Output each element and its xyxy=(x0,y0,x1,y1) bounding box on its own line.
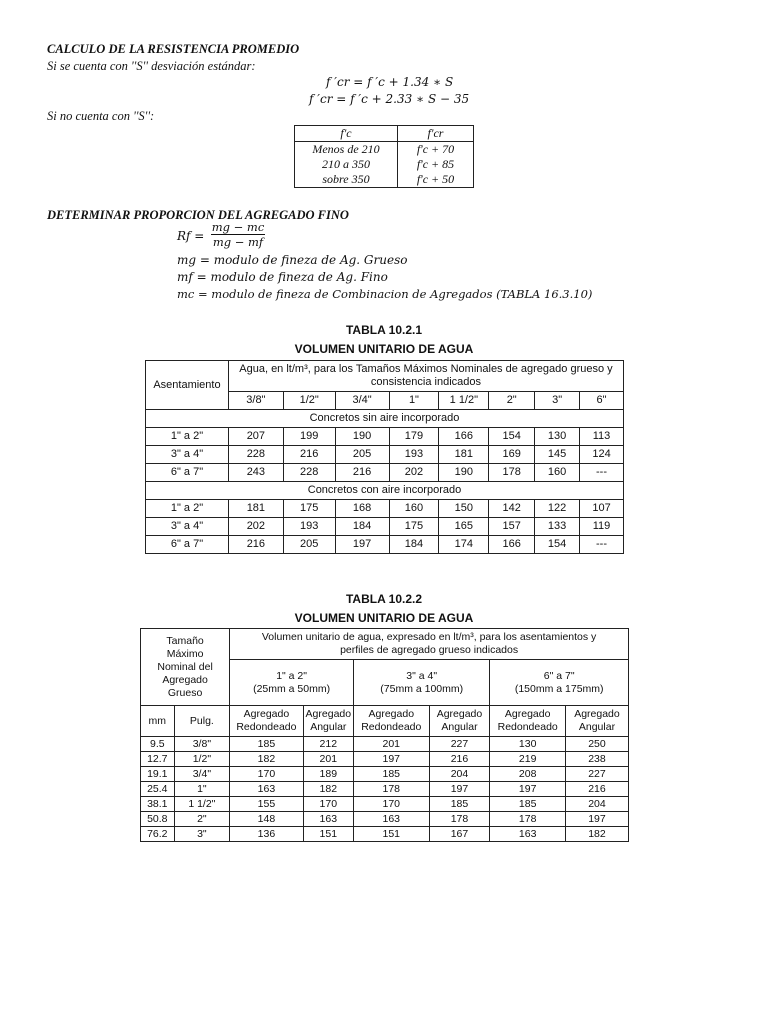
size-header-line: Nominal del xyxy=(157,660,213,673)
cell: 182 xyxy=(230,752,303,767)
rf-numerator: mg − mc xyxy=(211,220,265,234)
table-10-2-2 xyxy=(140,628,629,842)
cell: 19.1 xyxy=(141,767,175,782)
size-header: 3/8" xyxy=(228,392,283,410)
cell: 205 xyxy=(335,446,389,464)
cell: 3" a 4" xyxy=(146,518,229,536)
cell: 124 xyxy=(580,446,624,464)
table1-caption-number: TABLA 10.2.1 xyxy=(345,323,423,337)
cell: 189 xyxy=(303,767,353,782)
cell: --- xyxy=(580,464,624,482)
group-header-line: perfiles de agregado grueso indicados xyxy=(340,644,519,657)
cell: 243 xyxy=(228,464,283,482)
section2-title: DETERMINAR PROPORCION DEL AGREGADO FINO xyxy=(47,208,349,222)
cell: 151 xyxy=(303,827,353,842)
slump-header xyxy=(490,660,629,706)
size-header xyxy=(141,629,230,706)
cell: 216 xyxy=(335,464,389,482)
rf-lhs: Rf = xyxy=(177,229,205,243)
agg-line: Angular xyxy=(578,721,616,733)
def-mg: mg = modulo de fineza de Ag. Grueso xyxy=(177,253,408,267)
cell: 38.1 xyxy=(141,797,175,812)
cell: 166 xyxy=(489,536,535,554)
cell: 205 xyxy=(283,536,335,554)
cell: 50.8 xyxy=(141,812,175,827)
cell: 3/4" xyxy=(174,767,230,782)
cell: 219 xyxy=(490,752,566,767)
agg-rounded-header xyxy=(354,706,430,737)
cell: 155 xyxy=(230,797,303,812)
cell: 185 xyxy=(230,737,303,752)
table-row xyxy=(146,518,624,536)
cell: 3" a 4" xyxy=(146,446,229,464)
cell: 169 xyxy=(489,446,535,464)
table-row xyxy=(141,827,629,842)
cell: 216 xyxy=(429,752,490,767)
cell: 6" a 7" xyxy=(146,464,229,482)
agg-line: Redondeado xyxy=(497,721,558,733)
table-row xyxy=(141,752,629,767)
fcr-value: f'c + 70 xyxy=(398,142,474,158)
cell: 6" a 7" xyxy=(146,536,229,554)
table-row xyxy=(146,446,624,464)
fc-header: f'c xyxy=(295,126,398,142)
cell: 1" a 2" xyxy=(146,428,229,446)
agg-rounded-header xyxy=(230,706,303,737)
cell: 207 xyxy=(228,428,283,446)
slump-sub: (25mm a 50mm) xyxy=(253,682,331,695)
size-header: 1" xyxy=(389,392,439,410)
cell: 150 xyxy=(439,500,489,518)
cell: 179 xyxy=(389,428,439,446)
cell: 163 xyxy=(354,812,430,827)
cell: 190 xyxy=(335,428,389,446)
agg-line: Angular xyxy=(441,721,478,733)
cell: 170 xyxy=(230,767,303,782)
cell: 148 xyxy=(230,812,303,827)
cell: 216 xyxy=(283,446,335,464)
cell: 3" xyxy=(174,827,230,842)
formula-with-s-alt: f ′cr = f ′c + 2.33 ∗ S − 35 xyxy=(309,92,470,106)
cell: 119 xyxy=(580,518,624,536)
cell: 107 xyxy=(580,500,624,518)
cell: 193 xyxy=(389,446,439,464)
table-row xyxy=(146,500,624,518)
cell: 9.5 xyxy=(141,737,175,752)
cell: 238 xyxy=(565,752,628,767)
size-header: 3/4" xyxy=(335,392,389,410)
table-row xyxy=(146,428,624,446)
cell: 136 xyxy=(230,827,303,842)
cell: --- xyxy=(580,536,624,554)
section1-line2: Si no cuenta con ''S'': xyxy=(47,109,155,123)
agg-angular-header xyxy=(565,706,628,737)
size-header-line: Máximo xyxy=(166,647,204,660)
cell: 163 xyxy=(490,827,566,842)
cell: 163 xyxy=(303,812,353,827)
formula-with-s: f ′cr = f ′c + 1.34 ∗ S xyxy=(326,75,454,89)
cell: 199 xyxy=(283,428,335,446)
cell: 197 xyxy=(429,782,490,797)
slump-label: 6" a 7" xyxy=(543,669,575,682)
cell: 168 xyxy=(335,500,389,518)
cell: 197 xyxy=(490,782,566,797)
cell: 197 xyxy=(335,536,389,554)
section-no-air: Concretos sin aire incorporado xyxy=(146,410,624,428)
cell: 201 xyxy=(354,737,430,752)
fcr-value: f'c + 50 xyxy=(398,172,474,188)
cell: 216 xyxy=(228,536,283,554)
volume-group-header xyxy=(230,629,629,660)
fc-table xyxy=(294,125,474,188)
cell: 228 xyxy=(228,446,283,464)
agg-line: Agregado xyxy=(368,708,415,720)
fc-range: sobre 350 xyxy=(295,172,398,188)
table-row xyxy=(141,737,629,752)
cell: 175 xyxy=(283,500,335,518)
size-header: 6" xyxy=(580,392,624,410)
cell: 160 xyxy=(389,500,439,518)
cell: 76.2 xyxy=(141,827,175,842)
size-header-line: Grueso xyxy=(167,686,203,699)
cell: 154 xyxy=(489,428,535,446)
cell: 3/8" xyxy=(174,737,230,752)
cell: 174 xyxy=(439,536,489,554)
cell: 202 xyxy=(389,464,439,482)
def-mc: mc = modulo de fineza de Combinacion de Agregados (TABLA 16.3.10) xyxy=(177,287,593,301)
cell: 2" xyxy=(174,812,230,827)
cell: 1" a 2" xyxy=(146,500,229,518)
slump-label: 3" a 4" xyxy=(406,669,438,682)
cell: 151 xyxy=(354,827,430,842)
cell: 1" xyxy=(174,782,230,797)
section-with-air: Concretos con aire incorporado xyxy=(146,482,624,500)
cell: 130 xyxy=(490,737,566,752)
agg-line: Angular xyxy=(310,721,347,733)
cell: 250 xyxy=(565,737,628,752)
cell: 201 xyxy=(303,752,353,767)
group-header-line: Volumen unitario de agua, expresado en lt/m³, para los asentamientos y xyxy=(261,631,597,644)
cell: 182 xyxy=(303,782,353,797)
col-mm: mm xyxy=(141,706,175,737)
cell: 202 xyxy=(228,518,283,536)
table2-caption-title: VOLUMEN UNITARIO DE AGUA xyxy=(294,611,474,625)
table-row xyxy=(141,767,629,782)
cell: 175 xyxy=(389,518,439,536)
cell: 227 xyxy=(565,767,628,782)
asentamiento-header: Asentamiento xyxy=(146,361,229,410)
agg-rounded-header xyxy=(490,706,566,737)
cell: 12.7 xyxy=(141,752,175,767)
table-row xyxy=(146,464,624,482)
cell: 1 1/2" xyxy=(174,797,230,812)
cell: 178 xyxy=(429,812,490,827)
cell: 154 xyxy=(535,536,580,554)
size-header-line: Agregado xyxy=(162,673,208,686)
slump-sub: (75mm a 100mm) xyxy=(380,682,464,695)
cell: 178 xyxy=(489,464,535,482)
table-row xyxy=(141,797,629,812)
agg-line: Agregado xyxy=(504,708,551,720)
cell: 197 xyxy=(354,752,430,767)
table-row xyxy=(141,812,629,827)
fc-range: Menos de 210 xyxy=(295,142,398,158)
table1-caption-title: VOLUMEN UNITARIO DE AGUA xyxy=(294,342,474,356)
cell: 204 xyxy=(429,767,490,782)
size-header: 2" xyxy=(489,392,535,410)
cell: 181 xyxy=(228,500,283,518)
size-header-line: Tamaño xyxy=(166,634,204,647)
size-header: 1 1/2" xyxy=(439,392,489,410)
cell: 212 xyxy=(303,737,353,752)
cell: 160 xyxy=(535,464,580,482)
cell: 163 xyxy=(230,782,303,797)
fcr-value: f'c + 85 xyxy=(398,157,474,172)
cell: 130 xyxy=(535,428,580,446)
cell: 197 xyxy=(565,812,628,827)
agg-line: Agregado xyxy=(574,708,620,720)
cell: 227 xyxy=(429,737,490,752)
cell: 193 xyxy=(283,518,335,536)
rf-fraction xyxy=(211,220,265,249)
cell: 1/2" xyxy=(174,752,230,767)
cell: 181 xyxy=(439,446,489,464)
slump-header xyxy=(354,660,490,706)
cell: 190 xyxy=(439,464,489,482)
cell: 157 xyxy=(489,518,535,536)
cell: 133 xyxy=(535,518,580,536)
agg-line: Agregado xyxy=(305,708,352,720)
cell: 185 xyxy=(490,797,566,812)
cell: 182 xyxy=(565,827,628,842)
cell: 113 xyxy=(580,428,624,446)
cell: 145 xyxy=(535,446,580,464)
fcr-header: f'cr xyxy=(398,126,474,142)
cell: 185 xyxy=(429,797,490,812)
table-10-2-1 xyxy=(145,360,624,554)
cell: 178 xyxy=(354,782,430,797)
cell: 216 xyxy=(565,782,628,797)
cell: 167 xyxy=(429,827,490,842)
def-mf: mf = modulo de fineza de Ag. Fino xyxy=(177,270,388,284)
table-row xyxy=(141,782,629,797)
cell: 184 xyxy=(389,536,439,554)
section1-line1: Si se cuenta con ''S'' desviación estándar: xyxy=(47,59,256,73)
slump-sub: (150mm a 175mm) xyxy=(514,682,604,695)
agg-angular-header xyxy=(429,706,490,737)
agg-line: Agregado xyxy=(243,708,290,720)
agg-line: Redondeado xyxy=(236,721,297,733)
table2-caption-number: TABLA 10.2.2 xyxy=(345,592,423,606)
cell: 228 xyxy=(283,464,335,482)
agg-line: Redondeado xyxy=(361,721,422,733)
cell: 165 xyxy=(439,518,489,536)
cell: 204 xyxy=(565,797,628,812)
water-group-header: Agua, en lt/m³, para los Tamaños Máximos Nominales de agregado grueso y consistencia indicados xyxy=(228,361,623,392)
slump-label: 1" a 2" xyxy=(276,669,307,682)
cell: 142 xyxy=(489,500,535,518)
size-header: 1/2" xyxy=(283,392,335,410)
agg-line: Agregado xyxy=(436,708,483,720)
col-pulg: Pulg. xyxy=(174,706,230,737)
cell: 122 xyxy=(535,500,580,518)
cell: 185 xyxy=(354,767,430,782)
table-row xyxy=(146,536,624,554)
cell: 166 xyxy=(439,428,489,446)
cell: 170 xyxy=(303,797,353,812)
fc-range: 210 a 350 xyxy=(295,157,398,172)
cell: 208 xyxy=(490,767,566,782)
cell: 178 xyxy=(490,812,566,827)
agg-angular-header xyxy=(303,706,353,737)
cell: 170 xyxy=(354,797,430,812)
section1-title: CALCULO DE LA RESISTENCIA PROMEDIO xyxy=(47,42,300,56)
slump-header xyxy=(230,660,354,706)
size-header: 3" xyxy=(535,392,580,410)
cell: 25.4 xyxy=(141,782,175,797)
rf-denominator: mg − mf xyxy=(212,235,264,249)
cell: 184 xyxy=(335,518,389,536)
